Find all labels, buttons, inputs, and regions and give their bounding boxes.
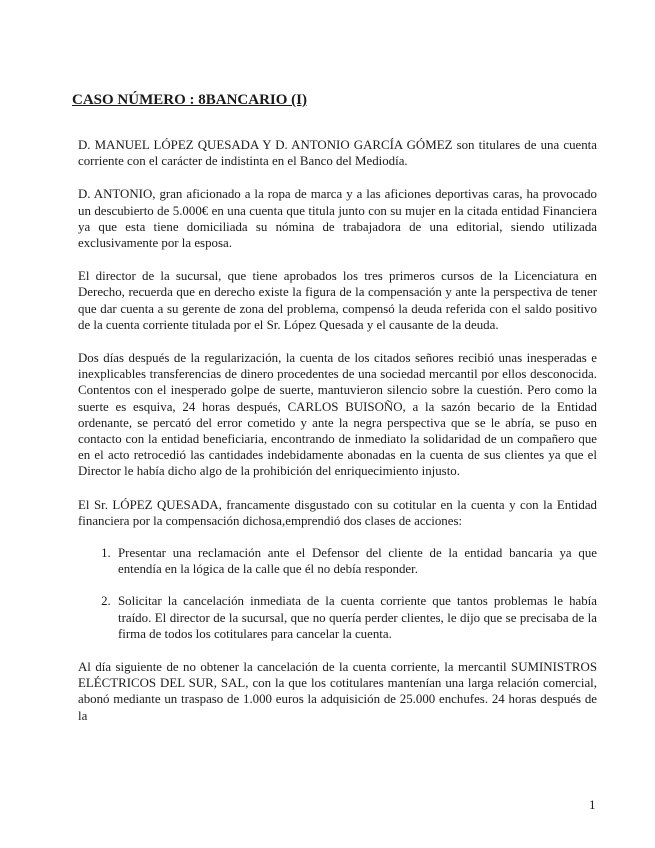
paragraph-1: D. MANUEL LÓPEZ QUESADA Y D. ANTONIO GARCÍA GÓMEZ son titulares de una cuenta corriente con el carácter de indistinta en el Banco del Mediodía. — [78, 138, 597, 169]
page-number: 1 — [589, 797, 596, 812]
list-item: 1. Presentar una reclamación ante el Defensor del cliente de la entidad bancaria ya que entendía en la lógica de la calle que él no debía responder. — [114, 545, 597, 577]
list-item: 2. Solicitar la cancelación inmediata de la cuenta corriente que tantos problemas le había traído. El director de la sucursal, que no quería perder clientes, le dijo que se precisaba de la firma de todos los cotitulares para cancelar la cuenta. — [114, 593, 597, 642]
case-title: CASO NÚMERO : 8BANCARIO (I) — [72, 92, 307, 108]
paragraph-5: El Sr. LÓPEZ QUESADA, francamente disgustado con su cotitular en la cuenta y con la Entidad financiera por la compensación dichosa,emprendió dos clases de acciones: — [78, 497, 597, 528]
paragraph-6: Al día siguiente de no obtener la cancelación de la cuenta corriente, la mercantil SUMINISTROS ELÉCTRICOS DEL SUR, SAL, con la que los cotitulares mantenían una larga relación comercial, abonó mediante un traspaso de 1.000 euros la adquisición de 25.000 enchufes. 24 horas después de la — [78, 660, 597, 723]
case-body — [78, 137, 597, 741]
paragraph-4: Dos días después de la regularización, la cuenta de los citados señores recibió unas inesperadas e inexplicables transferencias de dinero procedentes de una sociedad mercantil por ellos desconocida. Contentos con el inesperado golpe de suerte, mantuvieron silencio sobre la cuestión. Pero como la suerte es esquiva, 24 horas después, CARLOS BUISOÑO, a la sazón becario de la Entidad ordenante, se percató del error cometido y ante la negra perspectiva que se le abría, se puso en contacto con la entidad beneficiaria, encontrando de inmediato la solidaridad de un compañero que en el acto retrocedió las cantidades indebidamente abonadas en la cuenta de sus clientes ya que el Director le había dicho algo de la prohibición del enriquecimiento injusto. — [78, 351, 597, 479]
paragraph-3: El director de la sucursal, que tiene aprobados los tres primeros cursos de la Licenciatura en Derecho, recuerda que en derecho existe la figura de la compensación y ante la perspectiva de tener que dar cuenta a su gerente de zona del problema, compensó la deuda referida con el saldo positivo de la cuenta corriente titulada por el Sr. López Quesada y el causante de la deuda. — [78, 269, 597, 332]
paragraph-2: D. ANTONIO, gran aficionado a la ropa de marca y a las aficiones deportivas caras, ha provocado un descubierto de 5.000€ en una cuenta que titula junto con su mujer en la citada entidad Financiera ya que esta tiene domiciliada su nómina de trabajadora de una editorial, siendo utilizada exclusivamente por la esposa. — [78, 187, 597, 251]
actions-list — [78, 545, 597, 642]
